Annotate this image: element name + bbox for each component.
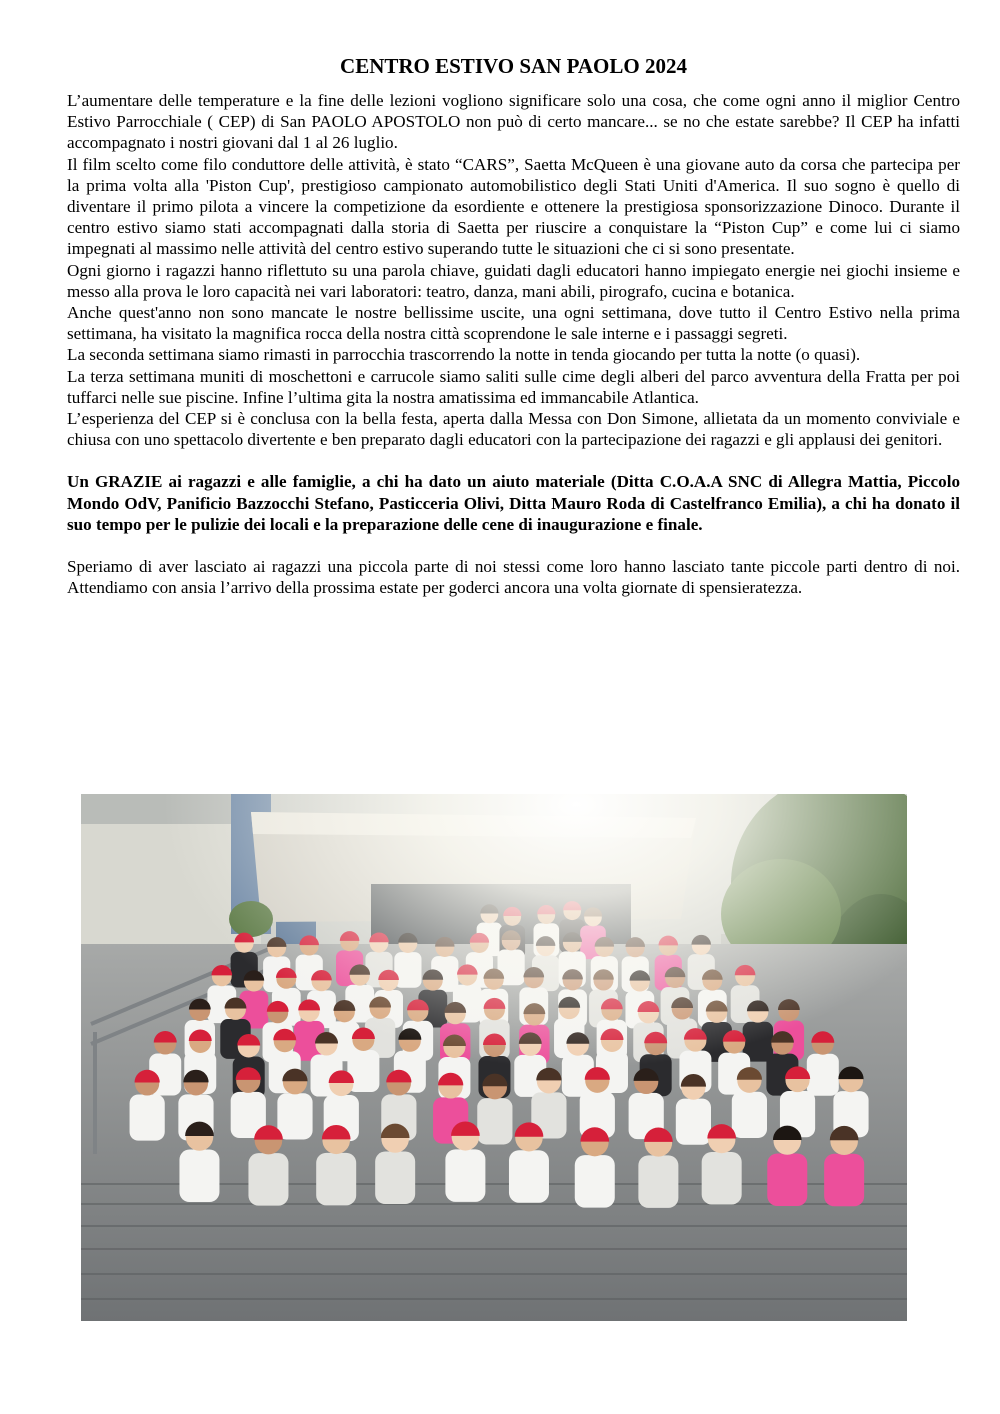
paragraph: La terza settimana muniti di moschettoni e carrucole siamo saliti sulle cime degli alberi del parco avventura della Fratta per poi tuffarci nelle sue piscine. Infine l’ultima gita la nostra amatissima ed immancabile Atlantica. xyxy=(67,366,960,407)
page-title: CENTRO ESTIVO SAN PAOLO 2024 xyxy=(340,54,687,78)
closing-paragraph: Speriamo di aver lasciato ai ragazzi una piccola parte di noi stessi come loro hanno lasciato tante piccole parti dentro di noi. Attendiamo con ansia l’arrivo della prossima estate per goderci ancora una volta giornate di spensieratezza. xyxy=(67,557,960,598)
article-body xyxy=(67,90,960,450)
paragraph: L’esperienza del CEP si è conclusa con la bella festa, aperta dalla Messa con Don Simone, allietata da un momento conviviale e chiusa con uno spettacolo divertente e ben preparato dagli educatori con la partecipazione dei ragazzi e gli applausi dei genitori. xyxy=(67,409,960,450)
article xyxy=(67,52,960,598)
group-photo-illustration xyxy=(81,794,907,1321)
paragraph: La seconda settimana siamo rimasti in parrocchia trascorrendo la notte in tenda giocando per tutta la notte (o quasi). xyxy=(67,345,861,365)
paragraph: Ogni giorno i ragazzi hanno riflettuto su una parola chiave, guidati dagli educatori hanno impiegato energie nei giochi insieme e messo alla prova le loro capacità nei vari laboratori: teatro, danza, mani abili, pirografo, cucina e botanica. xyxy=(67,260,960,301)
paragraph: Il film scelto come filo conduttore delle attività, è stato “CARS”, Saetta McQueen è una giovane auto da corsa che partecipa per la prima volta alla 'Piston Cup', prestigioso campionato automobilistico degli Stati Uniti d'America. Il suo sogno è quello di diventare il primo pilota a vincere la competizione da esordiente e ottenere la prestigiosa sponsorizzazione Dinoco. Durante il centro estivo siamo stati accompagnati dalla storia di Saetta per riuscire a conquistare la “Piston Cup” e come lui ci siamo impegnati al massimo nelle attività del centro estivo superando tutte le situazioni che ci si sono presentate. xyxy=(67,154,960,259)
paragraph: L’aumentare delle temperature e la fine delle lezioni vogliono significare solo una cosa, che come ogni anno il miglior Centro Estivo Parrocchiale ( CEP) di San PAOLO APOSTOLO non può di certo mancare... se no che estate sarebbe? Il CEP ha infatti accompagnato i nostri giovani dal 1 al 26 luglio. xyxy=(67,91,960,153)
thanks-paragraph: Un GRAZIE ai ragazzi e alle famiglie, a chi ha dato un aiuto materiale (Ditta C.O.A.A SNC di Allegra Mattia, Piccolo Mondo OdV, Panificio Bazzocchi Stefano, Pasticceria Olivi, Ditta Mauro Roda di Castelfranco Emilia), a chi ha donato il suo tempo per le pulizie dei locali e la preparazione delle cene di inaugurazione e finale. xyxy=(67,472,960,534)
paragraph: Anche quest'anno non sono mancate le nostre bellissime uscite, una ogni settimana, dove tutto il Centro Estivo nella prima settimana, ha visitato la magnifica rocca della nostra città scoprendone le sale interne e i passaggi segreti. xyxy=(67,303,960,344)
group-photo xyxy=(81,794,907,1321)
